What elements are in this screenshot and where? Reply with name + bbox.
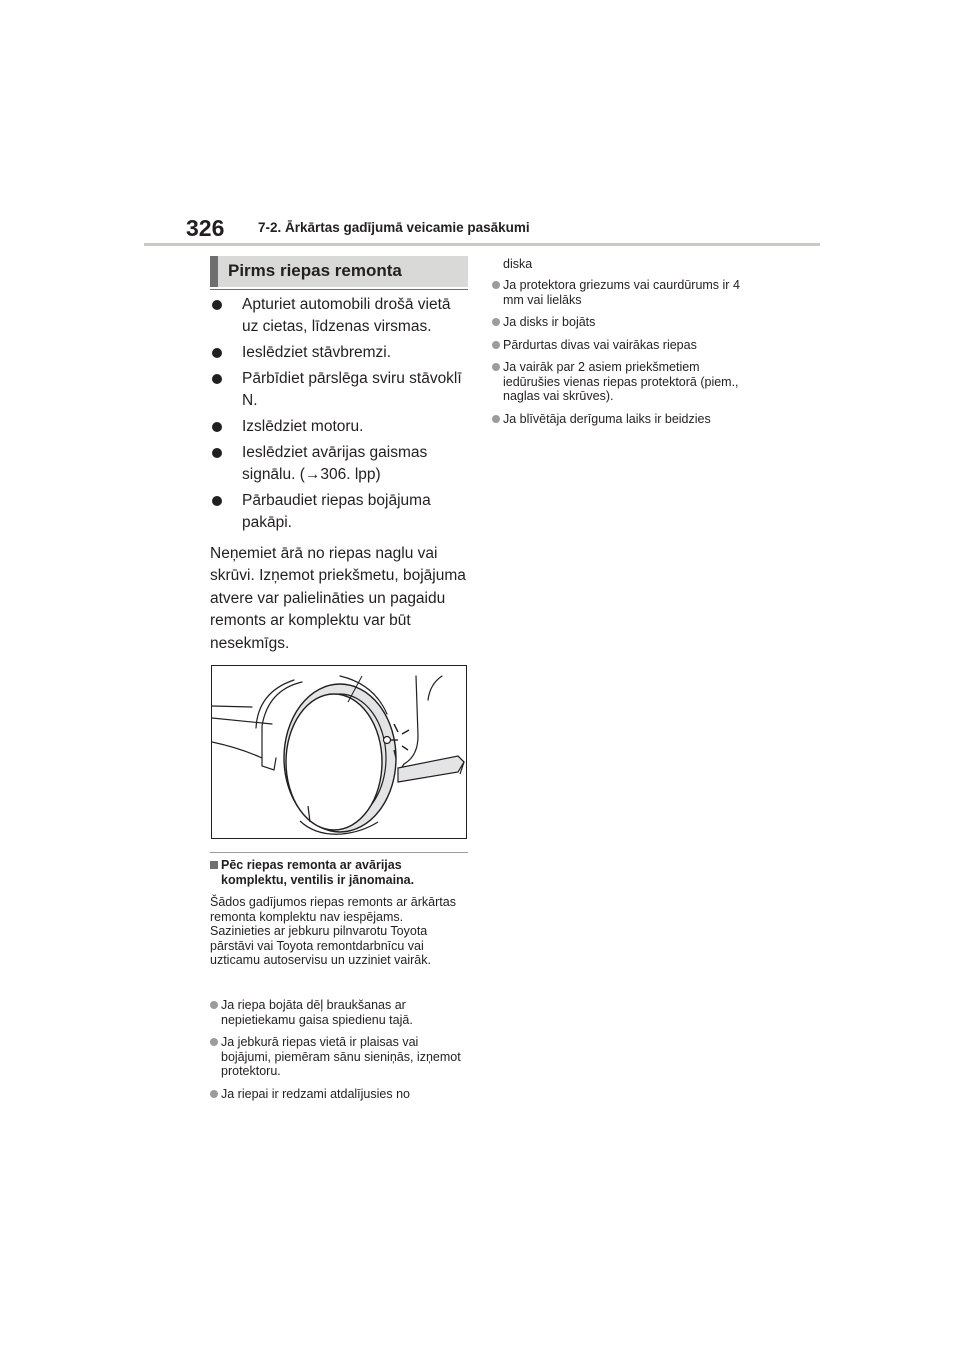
- square-bullet-icon: [210, 861, 218, 869]
- list-item: Ja disks ir bojāts: [492, 315, 750, 330]
- list-item: Ieslēdziet avārijas gaismas signālu. (→306. lpp): [210, 442, 466, 486]
- page-number: 326: [186, 215, 225, 241]
- list-item: Ja blīvētāja derīguma laiks ir beidzies: [492, 412, 750, 427]
- bullet-icon: [210, 1038, 218, 1046]
- chapter-title: 7-2. Ārkārtas gadījumā veicamie pasākumi: [258, 220, 530, 235]
- bullet-icon: [210, 1001, 218, 1009]
- bullet-icon: [492, 341, 500, 349]
- bullet-icon: [212, 348, 222, 358]
- bullet-icon: [492, 415, 500, 423]
- list-item: Ja protektora griezums vai caurdūrums ir 4 mm vai lielāks: [492, 278, 750, 307]
- bullet-icon: [212, 496, 222, 506]
- tire-illustration: [211, 665, 467, 839]
- list-item: Ja jebkurā riepas vietā ir plaisas vai bojājumi, piemēram sānu sieniņās, izņemot protektoru.: [210, 1035, 468, 1079]
- exception-list-left: [210, 998, 468, 1109]
- header-rule: [144, 243, 820, 246]
- note-body: Šādos gadījumos riepas remonts ar ārkārtas remonta komplektu nav iespējams. Sazinieties ar jebkuru pilnvarotu Toyota pārstāvi vai Toyota remontdarbnīcu vai uzticamu autoservisu un uzziniet vairāk.: [210, 895, 456, 967]
- checklist: [210, 294, 466, 538]
- list-item: Pārdurtas divas vai vairākas riepas: [492, 338, 750, 353]
- list-item: Pārbīdiet pārslēga sviru stāvoklī N.: [210, 368, 466, 412]
- bullet-icon: [492, 281, 500, 289]
- exception-list-right: [492, 278, 750, 434]
- bullet-icon: [212, 422, 222, 432]
- section-heading: Pirms riepas remonta: [210, 256, 468, 287]
- note-rule: [210, 852, 468, 853]
- list-item: Izslēdziet motoru.: [210, 416, 466, 438]
- list-item: Ieslēdziet stāvbremzi.: [210, 342, 466, 364]
- list-item: Pārbaudiet riepas bojājuma pakāpi.: [210, 490, 466, 534]
- caution-text: Neņemiet ārā no riepas naglu vai skrūvi. Izņemot priekšmetu, bojājuma atvere var palielināties un pagaidu remonts ar komplektu var būt nesekmīgs.: [210, 545, 466, 652]
- continuation-text: diska: [503, 257, 533, 271]
- list-item: Ja riepa bojāta dēļ braukšanas ar nepietiekamu gaisa spiedienu tajā.: [210, 998, 468, 1027]
- list-item: Ja vairāk par 2 asiem priekšmetiem iedūrušies vienas riepas protektorā (piem., naglas vai skrūves).: [492, 360, 750, 404]
- bullet-icon: [492, 363, 500, 371]
- note-title: Pēc riepas remonta ar avārijas komplektu, ventilis ir jānomaina.: [210, 858, 466, 887]
- list-item: Apturiet automobili drošā vietā uz cietas, līdzenas virsmas.: [210, 294, 466, 338]
- bullet-icon: [212, 374, 222, 384]
- bullet-icon: [212, 448, 222, 458]
- bullet-icon: [492, 318, 500, 326]
- list-item: Ja riepai ir redzami atdalījusies no: [210, 1087, 468, 1102]
- bullet-icon: [212, 300, 222, 310]
- bullet-icon: [210, 1090, 218, 1098]
